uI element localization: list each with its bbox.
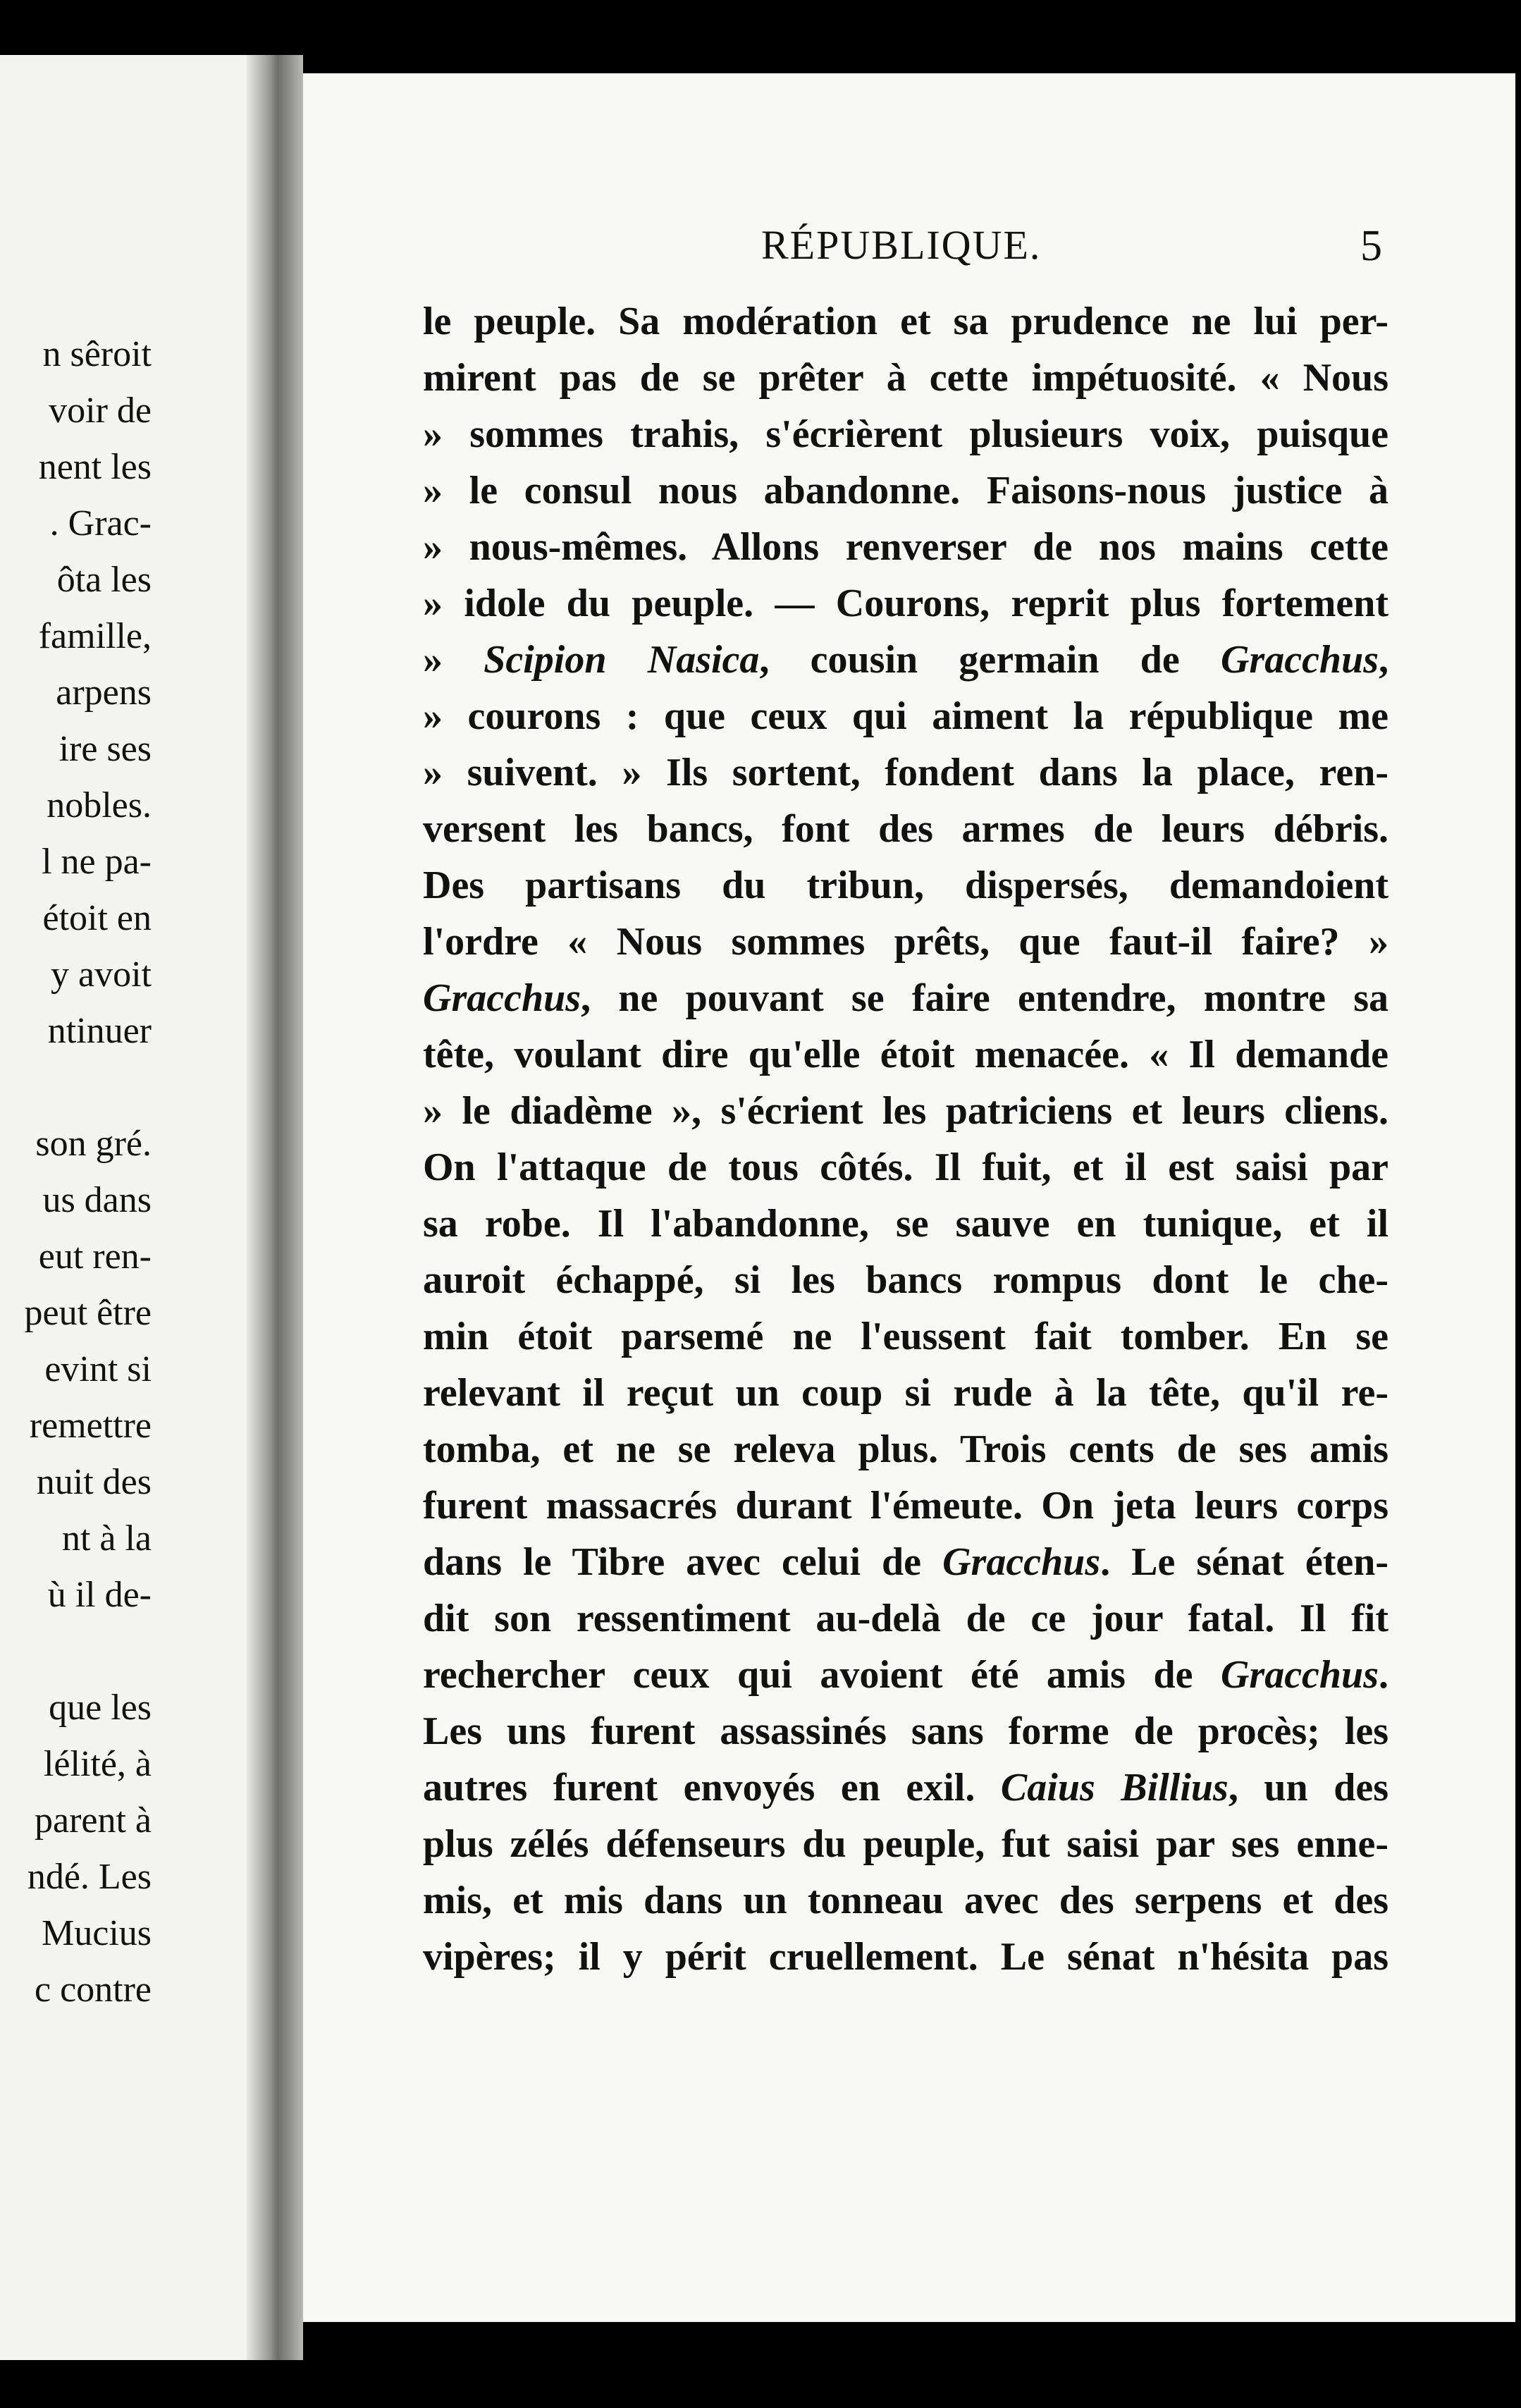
text-segment: rechercher ceux qui avoient été amis de [423, 1653, 1221, 1697]
left-page-line: étoit en [42, 898, 152, 938]
text-segment: tomba, et ne se releva plus. Trois cents de ses amis [423, 1427, 1388, 1471]
text-line [423, 970, 1388, 1026]
text-segment: dit son ressentiment au-delà de ce jour fatal. Il fit [423, 1597, 1388, 1640]
left-page-line: . Grac- [49, 503, 152, 543]
text-line [423, 1308, 1388, 1365]
text-line [423, 914, 1388, 970]
left-page-line: eut ren- [38, 1236, 152, 1277]
left-page-line: nt à la [61, 1518, 152, 1559]
text-line [423, 1196, 1388, 1252]
left-page-line: ire ses [58, 729, 152, 769]
left-page-line: ôta les [56, 560, 152, 600]
left-page-line: ntinuer [47, 1011, 152, 1051]
text-line [423, 1421, 1388, 1478]
italic-name: Gracchus [942, 1540, 1101, 1584]
text-line [423, 1478, 1388, 1534]
text-segment: le peuple. Sa modération et sa prudence ne lui per- [423, 300, 1388, 343]
left-page-line: y avoit [51, 954, 152, 995]
left-page-line: us dans [42, 1180, 152, 1220]
left-page-line: ndé. Les [27, 1857, 152, 1897]
text-segment: Des partisans du tribun, dispersés, demandoient [423, 864, 1388, 907]
text-segment: sa robe. Il l'abandonne, se sauve en tunique, et il [423, 1202, 1388, 1246]
text-segment: Les uns furent assassinés sans forme de procès; les [423, 1709, 1388, 1753]
text-line [423, 1816, 1388, 1872]
italic-name: Gracchus [1220, 638, 1379, 682]
left-page-line: voir de [49, 391, 152, 431]
text-line [423, 462, 1388, 519]
text-line [423, 1083, 1388, 1139]
text-line [423, 575, 1388, 632]
left-page-line: c contre [34, 1970, 152, 2010]
text-segment: plus zélés défenseurs du peuple, fut saisi par ses enne- [423, 1822, 1388, 1866]
text-line [423, 406, 1388, 462]
left-page-line: evint si [44, 1349, 152, 1389]
text-segment: , [1379, 638, 1389, 682]
page-number: 5 [1360, 222, 1382, 270]
text-line [423, 1872, 1388, 1929]
left-page-line: l ne pa- [42, 842, 152, 882]
italic-name: Gracchus [423, 976, 581, 1020]
italic-name: Gracchus [1220, 1653, 1379, 1697]
body-text [423, 293, 1388, 1985]
text-segment: mirent pas de se prêter à cette impétuosité. « Nous [423, 356, 1388, 400]
text-segment: , cousin germain de [759, 638, 1221, 682]
text-segment: auroit échappé, si les bancs rompus dont le che- [423, 1258, 1388, 1302]
left-page-line: peut être [24, 1293, 152, 1333]
text-segment: tête, voulant dire qu'elle étoit menacée. « Il demande [423, 1033, 1388, 1076]
text-line [423, 293, 1388, 350]
text-segment: On l'attaque de tous côtés. Il fuit, et il est saisi par [423, 1145, 1388, 1189]
text-segment: , un des [1228, 1766, 1388, 1810]
running-head: RÉPUBLIQUE. [761, 222, 1042, 268]
text-segment: vipères; il y périt cruellement. Le sénat n'hésita pas [423, 1935, 1388, 1979]
left-page-line: lélité, à [43, 1744, 152, 1784]
text-segment: min étoit parsemé ne l'eussent fait tomber. En se [423, 1315, 1388, 1358]
left-page-line: que les [49, 1688, 152, 1728]
text-line [423, 632, 1388, 688]
text-line [423, 1365, 1388, 1421]
text-segment: l'ordre « Nous sommes prêts, que faut-il faire? » [423, 920, 1388, 964]
text-line [423, 801, 1388, 857]
left-page-line: ù il de- [47, 1575, 152, 1615]
left-page-line: parent à [34, 1800, 152, 1841]
text-segment: » sommes trahis, s'écrièrent plusieurs voix, puisque [423, 412, 1388, 456]
left-page-line: Mucius [42, 1913, 152, 1953]
left-page-line: son gré. [35, 1124, 152, 1164]
text-segment: » le consul nous abandonne. Faisons-nous justice à [423, 469, 1388, 512]
right-page [303, 73, 1515, 2322]
text-line [423, 1252, 1388, 1308]
text-line [423, 1026, 1388, 1083]
text-segment: » courons : que ceux qui aiment la république me [423, 694, 1388, 738]
text-line [423, 350, 1388, 406]
left-page-line: nent les [38, 447, 152, 487]
left-page-line: remettre [29, 1406, 152, 1446]
text-line [423, 1590, 1388, 1647]
text-line [423, 1759, 1388, 1816]
text-segment: » idole du peuple. — Courons, reprit plus fortement [423, 582, 1388, 625]
italic-name: Caius Billius [1000, 1766, 1228, 1810]
text-line [423, 1534, 1388, 1590]
text-segment: , ne pouvant se faire entendre, montre sa [581, 976, 1388, 1020]
text-segment: » le diadème », s'écrient les patriciens et leurs cliens. [423, 1089, 1388, 1133]
text-segment: versent les bancs, font des armes de leurs débris. [423, 807, 1388, 851]
text-segment: . Le sénat éten- [1100, 1540, 1388, 1584]
text-segment: . [1379, 1653, 1388, 1697]
text-line [423, 857, 1388, 914]
text-segment: » nous-mêmes. Allons renverser de nos mains cette [423, 525, 1388, 569]
italic-name: Scipion Nasica [484, 638, 760, 682]
text-line [423, 1647, 1388, 1703]
text-line [423, 519, 1388, 575]
text-segment: » [423, 638, 484, 682]
text-line [423, 1929, 1388, 1985]
left-page-line: nuit des [36, 1462, 152, 1502]
text-segment: furent massacrés durant l'émeute. On jeta leurs corps [423, 1484, 1388, 1528]
left-page-line: famille, [38, 616, 152, 656]
left-page-fragment [0, 55, 278, 2360]
text-line [423, 1139, 1388, 1196]
text-line [423, 688, 1388, 744]
book-gutter [247, 55, 303, 2360]
left-page-line: nobles. [47, 785, 152, 825]
text-segment: dans le Tibre avec celui de [423, 1540, 943, 1584]
left-page-line: n sêroit [42, 334, 152, 374]
text-line [423, 744, 1388, 801]
text-line [423, 1703, 1388, 1759]
text-segment: autres furent envoyés en exil. [423, 1766, 1001, 1810]
text-segment: relevant il reçut un coup si rude à la tête, qu'il re- [423, 1371, 1388, 1415]
left-page-line: arpens [56, 672, 152, 713]
text-segment: » suivent. » Ils sortent, fondent dans la place, ren- [423, 751, 1388, 794]
text-segment: mis, et mis dans un tonneau avec des serpens et des [423, 1879, 1388, 1922]
